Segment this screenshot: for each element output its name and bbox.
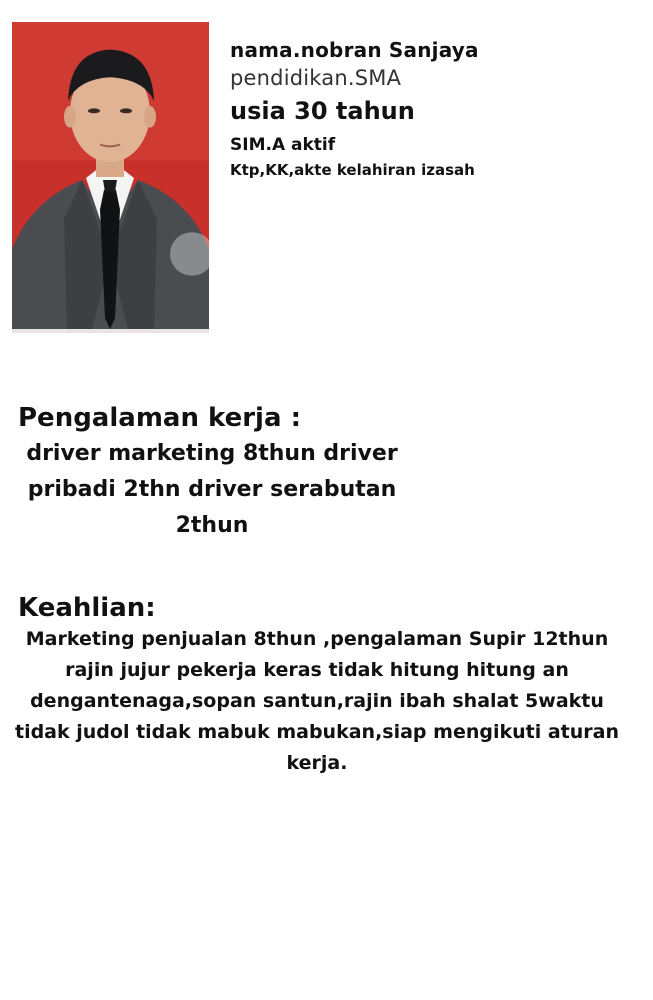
skills-heading: Keahlian: bbox=[18, 593, 156, 623]
profile-license: SIM.A aktif bbox=[230, 135, 336, 155]
skills-text: Marketing penjualan 8thun ,pengalaman Supir 12thun rajin jujur pekerja keras tidak hitung hitung an dengantenaga,sopan santun,rajin ibah shalat 5waktu tidak judol tidak mabuk mabukan,siap mengikuti aturan kerja. bbox=[14, 628, 619, 774]
profile-photo bbox=[12, 22, 209, 333]
portrait-image bbox=[12, 22, 209, 329]
experience-heading: Pengalaman kerja : bbox=[18, 403, 301, 433]
experience-text: driver marketing 8thun driver pribadi 2thn driver serabutan 2thun bbox=[26, 441, 398, 538]
profile-documents: Ktp,KK,akte kelahiran izasah bbox=[230, 161, 475, 179]
profile-info bbox=[230, 36, 640, 182]
profile-age: usia 30 tahun bbox=[230, 97, 415, 125]
profile-name: nama.nobran Sanjaya bbox=[230, 38, 479, 62]
profile-education: pendidikan.SMA bbox=[230, 66, 402, 90]
